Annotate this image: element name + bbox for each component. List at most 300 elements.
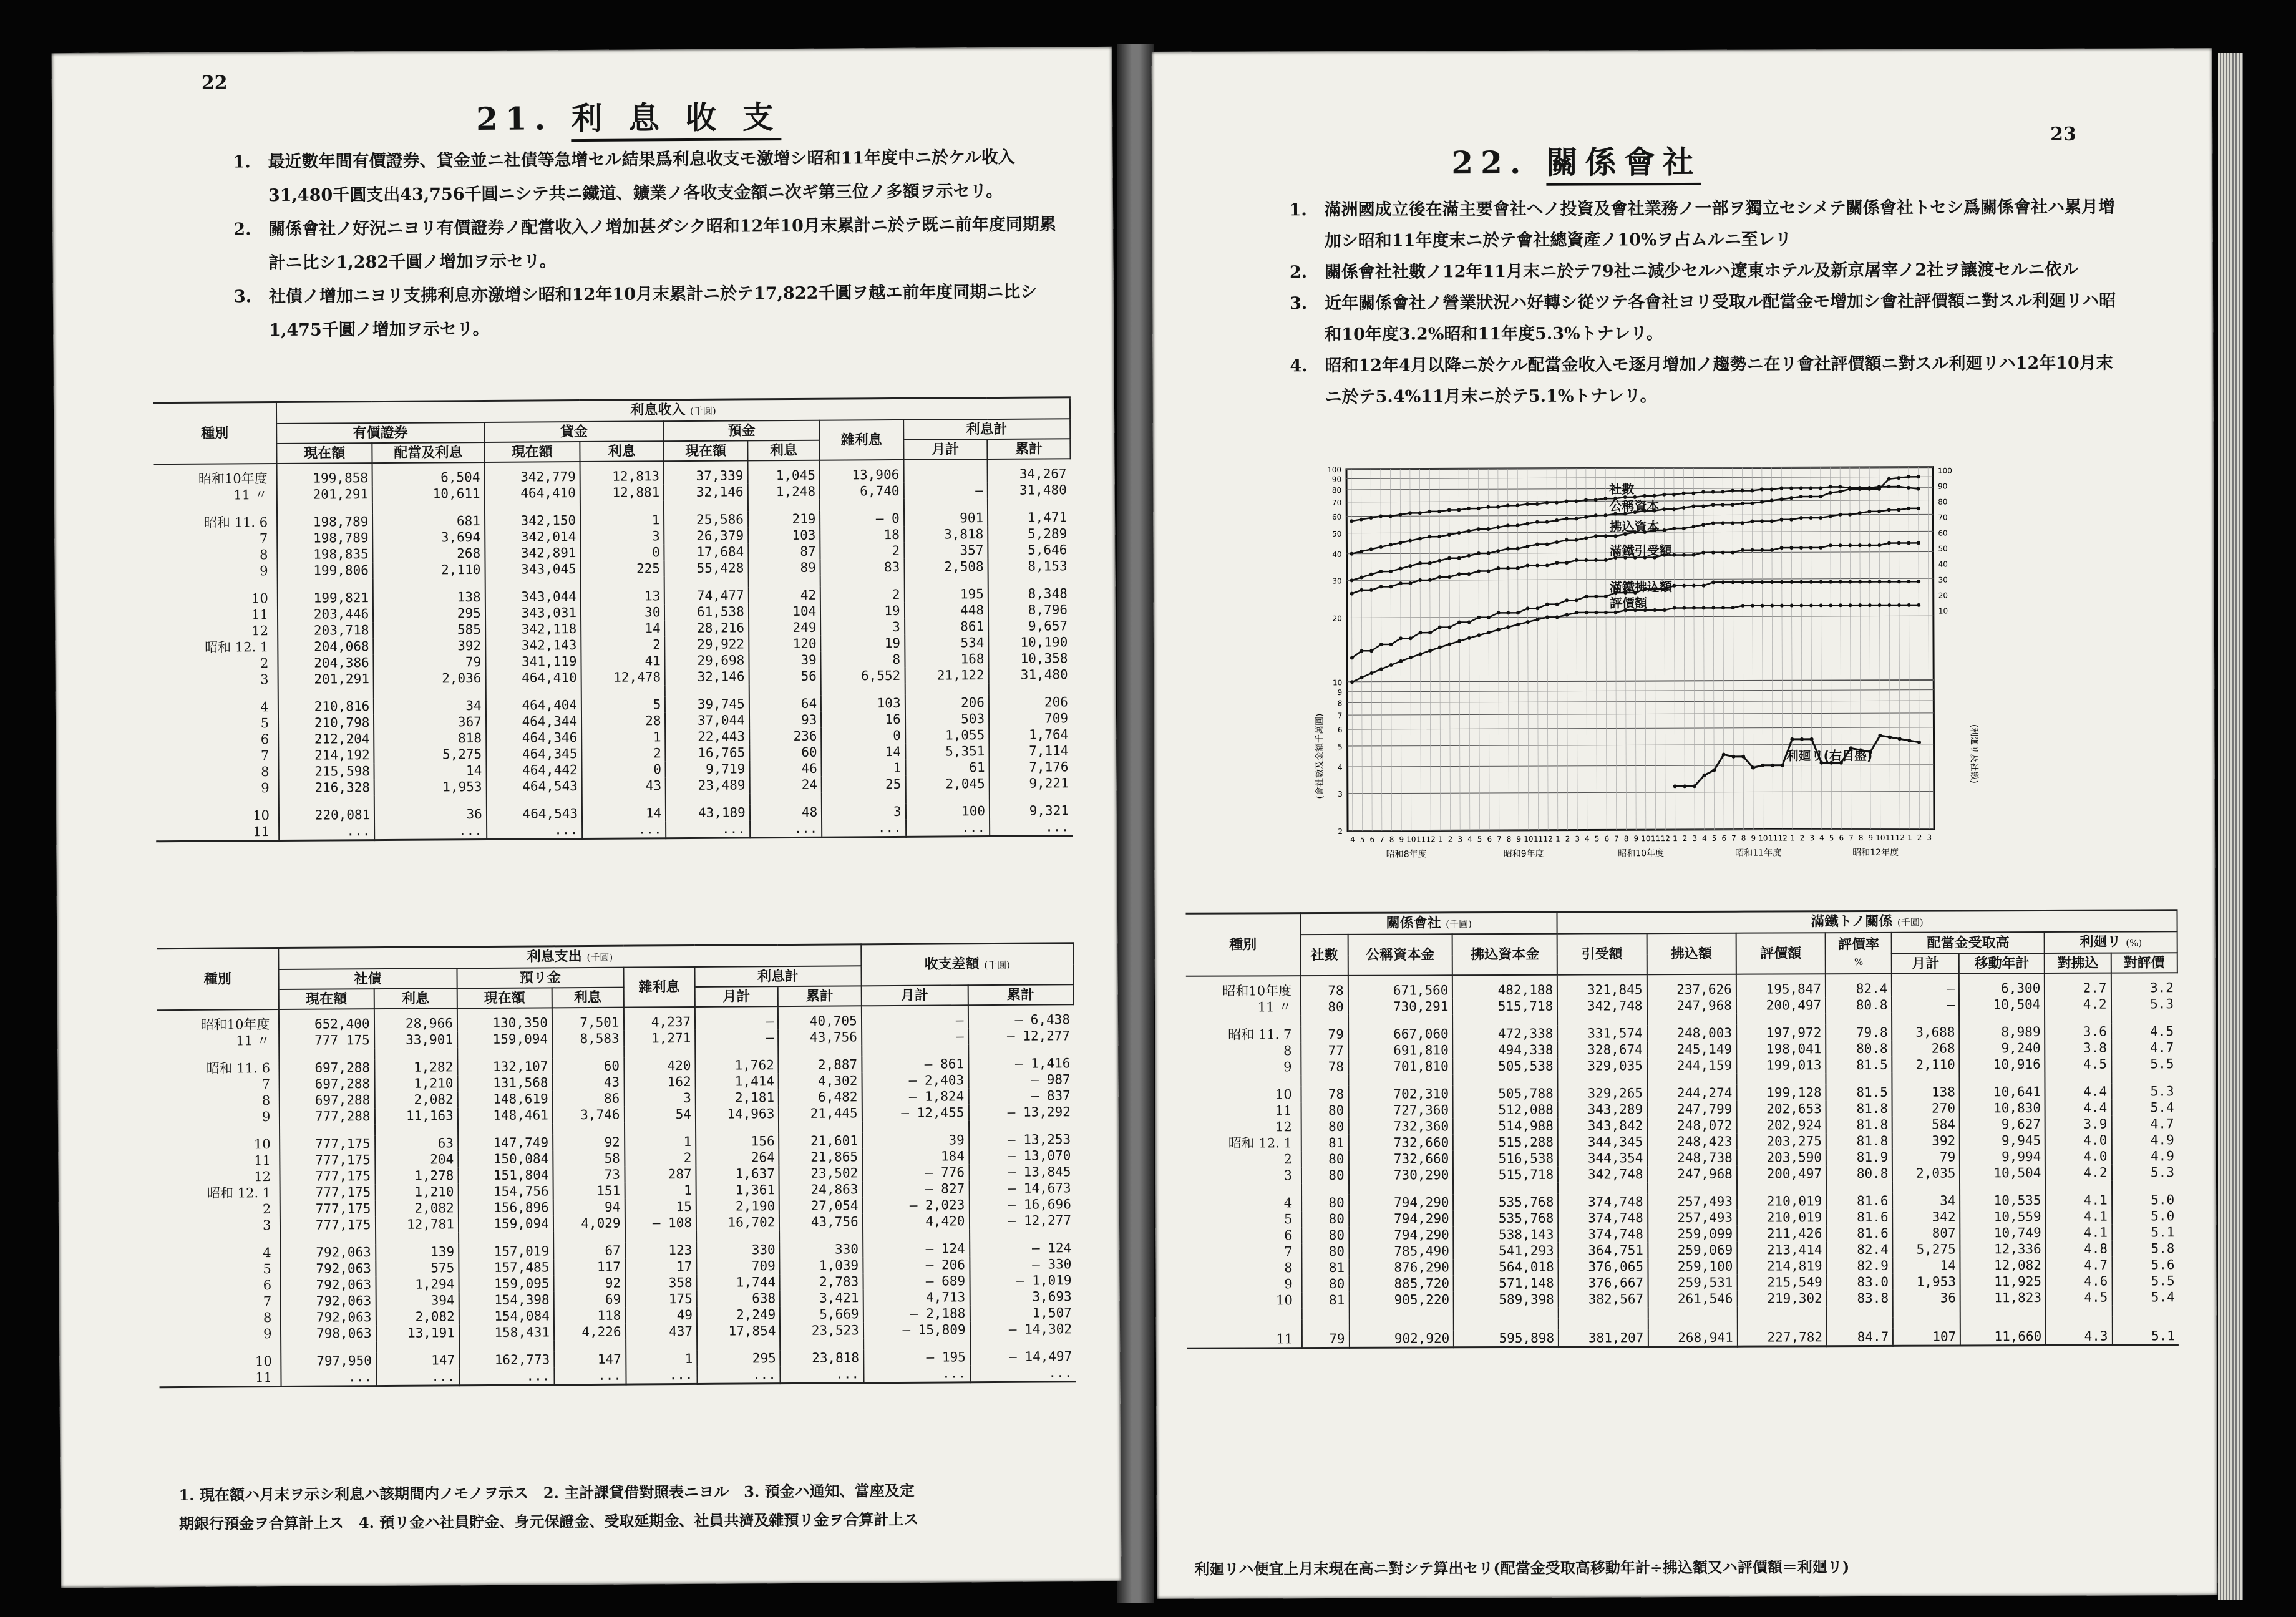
section-number: 22. [1451,143,1529,182]
series-point [1535,606,1539,610]
footnote-line: 期銀行預金ヲ合算計上ス 4. 預リ金ハ社員貯金、身元保證金、受取延期金、社員共濟及雜預リ金ヲ合算計上ス [178,1510,919,1533]
series-point [1682,584,1686,588]
table-cell: 329,265 [1558,1085,1647,1102]
table-cell: 29,698 [665,652,749,669]
table-cell: 8 [821,651,905,668]
series-point [1350,519,1353,523]
table-cell: 8,153 [988,558,1071,575]
series-point [1477,551,1481,555]
table-cell: 16,765 [666,744,750,761]
series-point [1418,561,1422,565]
series-point [1731,755,1735,759]
x-tick-label: 4 [1585,834,1590,843]
series-point [1603,513,1607,517]
table-cell: — 13,292 [968,1104,1074,1120]
table-cell: 5.6 [2112,1256,2178,1273]
table-cell: 8,989 [1959,1024,2045,1040]
series-point [1770,604,1774,608]
series-point [1506,611,1510,614]
footnotes [178,1475,1090,1538]
table-cell: 219,302 [1737,1290,1826,1307]
series-point [1907,580,1910,583]
table-cell: 792,063 [281,1244,376,1261]
table-cell: 202,924 [1736,1117,1826,1134]
table-cell: 80 [1301,1227,1349,1243]
series-point [1877,580,1881,583]
table-cell [666,793,749,805]
table-cell: 264 [696,1149,779,1166]
col-header: 月計 [695,986,779,1007]
series-point [1457,556,1461,560]
table-cell: 505,538 [1453,1058,1558,1075]
y-tick-label: 7 [1337,711,1343,721]
series-point [1779,487,1783,490]
table-cell: 103 [748,527,820,544]
corner-header: 種別 [157,948,279,1011]
series-point [1350,680,1354,684]
group-header: 利息支出 (千圓) [279,944,861,969]
table-cell: 10,916 [1960,1056,2045,1072]
series-point [1712,769,1716,772]
right-tick-label: 60 [1938,528,1948,538]
x-tick-label: 6 [1721,833,1727,843]
table-cell: 37,339 [664,460,748,484]
table-cell [1302,1319,1350,1331]
table-cell: 357 [904,542,988,559]
table-cell: 147 [554,1351,626,1368]
series-point [1907,507,1910,510]
series-point [1751,580,1754,584]
table-cell: — 861 [862,1056,968,1072]
table-cell: 392 [1892,1132,1960,1148]
table-cell: 374,748 [1558,1210,1647,1226]
series-point [1770,519,1774,523]
table-cell: 74,477 [664,587,749,604]
series-point [1917,580,1920,583]
table-cell: 6,482 [779,1089,862,1105]
vertical-gridline [1517,469,1519,830]
series-point [1398,513,1402,517]
series-point [1799,516,1803,520]
series-point [1877,543,1881,547]
table-cell: 11,163 [374,1107,457,1124]
table-cell [748,576,820,588]
table-cell: 4.7 [2111,1115,2177,1132]
series-point [1369,588,1373,592]
table-cell: 8,796 [988,601,1071,618]
table-cell [2112,1180,2178,1192]
row-label [1187,1308,1302,1320]
table-cell: 464,410 [485,669,581,686]
series-point [1350,592,1354,596]
table-cell: 210,019 [1737,1209,1826,1226]
table-cell [2045,1072,2111,1084]
series-point [1428,631,1432,634]
table-cell: 156,896 [459,1199,553,1216]
table-cell: 1,507 [970,1304,1076,1321]
table-cell: — 195 [863,1349,970,1366]
series-point [1428,510,1431,513]
y-tick-label: 2 [1338,827,1343,836]
table-cell: 792,063 [281,1276,376,1293]
row-label: 昭和 11. 6 [203,515,268,530]
table-row [1187,1289,2179,1309]
table-cell [1349,1319,1454,1331]
series-point [1789,496,1793,500]
table-cell: 515,288 [1453,1134,1558,1151]
series-point [1496,505,1500,509]
row-label: 昭和10年度 [1222,983,1292,999]
table-cell: 195 [904,586,988,603]
table-cell: 81.6 [1826,1209,1892,1225]
table-cell: 785,490 [1349,1243,1454,1260]
table-cell: 691,810 [1348,1042,1453,1059]
series-point [1369,516,1373,520]
table-cell: 138 [1892,1084,1960,1100]
page-number: 23 [2050,123,2076,145]
table-cell: 199,013 [1736,1057,1826,1074]
series-point [1887,477,1891,481]
series-point [1418,511,1422,515]
balance-header: 收支差額 (千圓) [861,943,1074,986]
table-cell [905,792,989,804]
table-cell: — 837 [968,1087,1074,1104]
table-cell: 4.8 [2046,1241,2112,1257]
col-group-header: 雜利息 [623,967,695,1008]
table-cell: 9,627 [1960,1116,2045,1132]
table-cell: 79.8 [1826,1024,1892,1041]
table-cell: 2 [820,586,905,603]
y-tick-label: 10 [1332,678,1343,687]
x-year-label: 昭和8年度 [1386,849,1427,860]
series-point [1379,585,1383,588]
table-cell [2046,1306,2112,1317]
series-point [1779,518,1783,522]
right-tick-label: 40 [1938,560,1948,569]
x-tick-label: 9 [1633,834,1639,843]
table-cell: 7,501 [552,1008,624,1031]
series-point [1800,737,1804,741]
table-cell: 10,749 [1960,1225,2046,1241]
table-cell: — 124 [863,1240,970,1257]
row-label: 8 [259,547,268,563]
series-point [1799,546,1803,550]
table-cell: 24 [749,777,822,794]
table-cell: 515,718 [1452,998,1557,1015]
table-cell: 199,128 [1736,1084,1826,1101]
table-cell: 118 [554,1308,626,1324]
group-header: 關係會社 (千圓) [1301,912,1557,935]
table-cell: 123 [625,1242,697,1259]
table-cell: 5.3 [2111,996,2177,1012]
table-cell: 342,748 [1558,1166,1647,1183]
series-point [1604,611,1608,614]
table-cell: 30 [581,604,665,621]
col-group-header: 配當金受取高 [1892,932,2045,954]
series-point [1555,561,1559,565]
row-label: 9 [261,1109,271,1125]
y-tick-label: 90 [1331,475,1342,484]
gridline [1348,791,1934,793]
table-cell [374,686,486,698]
series-point [1691,525,1695,528]
table-cell: 364,751 [1559,1242,1648,1259]
table-cell [1892,1072,1960,1084]
table-cell: 376,667 [1559,1275,1648,1291]
table-cell: 203,446 [278,606,373,623]
x-tick-label: 12 [1895,833,1905,842]
series-point [1819,495,1822,498]
series-point [1867,510,1871,513]
row-label: 7 [1284,1244,1293,1260]
table-cell: 10,504 [1960,1165,2045,1181]
vertical-gridline [1693,468,1695,830]
table-cell: 777 175 [280,1032,374,1049]
table-cell: 4.1 [2045,1192,2111,1208]
table-cell [2112,1305,2178,1316]
row-label: 4 [1283,1195,1293,1211]
table-cell: 43,756 [779,1213,862,1230]
series-point [1799,580,1803,584]
table-cell: 0 [580,544,664,561]
table-cell: 331,574 [1557,1025,1647,1042]
vertical-gridline [1596,468,1597,830]
table-cell: 132,107 [457,1058,552,1075]
table-cell: 1 [626,1351,698,1367]
series-point [1917,475,1920,478]
table-cell: 21,601 [779,1132,862,1149]
table-cell: 158,431 [459,1324,554,1341]
x-tick-label: 5 [1360,835,1365,844]
x-tick-label: 8 [1623,834,1629,843]
table-cell: 28,216 [665,619,749,636]
table-cell: 702,310 [1348,1085,1453,1102]
table-cell: 2,082 [374,1091,457,1108]
series-point [1662,493,1666,497]
table-cell: 2,082 [376,1308,459,1325]
row-label: 7 [263,1294,272,1309]
series-point [1809,546,1813,550]
table-cell: 901 [904,510,988,527]
table-cell: 341,119 [485,653,581,670]
table-cell: 100 [906,803,990,820]
table-cell: 3 [820,619,905,636]
table-cell: 1,294 [376,1276,459,1293]
table-cell [554,1340,626,1352]
series-point [1673,784,1677,788]
corner-header: 種別 [153,402,277,465]
table-cell: 1,282 [374,1059,457,1076]
series-label: 社數 [1609,481,1635,497]
table-cell: ... [281,1369,376,1386]
vertical-gridline [1439,469,1441,830]
col-header: 社數 [1301,935,1348,976]
series-point [1389,570,1393,573]
series-point [1701,504,1705,508]
table-cell [696,1230,779,1242]
series-point [1721,551,1725,555]
table-cell [2111,1012,2177,1023]
table-cell [1827,1306,1893,1318]
series-point [1594,595,1598,598]
table-cell: 138 [373,589,485,606]
table-cell: 367 [374,714,486,731]
series-point [1535,618,1539,621]
vertical-gridline [1889,467,1890,829]
table-cell: ... [279,823,374,840]
table-cell: 732,660 [1348,1134,1453,1151]
table-cell: — 2,403 [862,1072,968,1089]
table-cell: 3.9 [2045,1116,2111,1132]
section-heading: 關係會社 [1547,143,1701,186]
table-cell: 3,818 [904,526,988,543]
y-tick-label: 9 [1337,687,1343,697]
table-cell: 535,768 [1454,1194,1559,1211]
table-cell: 5.4 [2112,1289,2178,1305]
table-cell [280,1124,374,1136]
x-year-label: 昭和12年度 [1852,847,1899,858]
series-point [1867,487,1871,491]
row-label [1186,1075,1301,1087]
table-cell: — 689 [863,1273,970,1289]
table-cell: 5.1 [2112,1224,2178,1240]
series-point [1379,667,1383,671]
table-cell: 210,798 [278,714,374,731]
series-point [1799,495,1803,498]
row-label: 8 [1284,1260,1293,1276]
x-tick-label: 3 [1927,833,1932,842]
col-group-header: 雜利息 [819,420,903,460]
series-point [1838,513,1842,517]
series-point [1516,547,1520,551]
paragraph: 2. 關係會社社數ノ12年11月末ニ於テ79社ニ減少セルハ遼東ホテル及新京屠宰ノ2社ヲ讓渡セルニ依ル [1289,260,2079,283]
x-tick-label: 7 [1731,833,1736,843]
table-cell: 709 [989,710,1072,727]
series-point [1447,533,1451,537]
table-cell: 46 [749,760,822,777]
series-point [1780,546,1784,550]
series-point [1897,476,1900,480]
series-point [1437,535,1441,538]
table-cell: 512,088 [1453,1102,1558,1119]
row-label: 11 〃 [1257,999,1292,1015]
paragraph: 1. 最近數年間有價證券、貸金並ニ社債等急增セル結果爲利息收支モ激增シ昭和11年度中ニ於ケル收入31,480千圓支出43,756千圓ニシテ共ニ鐵道、鑛業ノ各收支金額ニ次ギ第三位ノ多額ヲ示セリ。 [233,147,1015,206]
x-year-label: 昭和11年度 [1735,848,1782,858]
x-tick-label: 6 [1369,835,1375,844]
row-label [157,1049,280,1061]
table-cell: 82.4 [1826,974,1892,997]
table-cell: 120 [749,636,821,653]
row-label: 9 [263,1326,272,1342]
series-point [1545,563,1549,567]
table-cell: 43 [552,1074,624,1091]
table-cell: 60 [552,1058,624,1075]
series-point [1526,620,1530,624]
table-cell: ... [781,1366,863,1383]
table-cell: 9,240 [1960,1040,2045,1056]
series-point [1515,523,1519,527]
series-point [1692,553,1696,557]
table-cell: 2,110 [1892,1056,1960,1072]
table-cell: 9,221 [990,775,1073,792]
row-label: 7 [261,1077,271,1092]
table-cell: 64 [749,696,822,712]
table-cell: 19 [820,603,905,619]
vertical-gridline [1801,467,1802,829]
series-point [1898,737,1902,741]
series-point [1389,663,1393,667]
row-label: 5 [260,716,270,731]
table-cell: 671,560 [1348,975,1453,999]
series-point [1770,498,1774,502]
table-cell [820,499,903,511]
table-cell: 81.9 [1826,1149,1892,1165]
series-point [1467,636,1471,640]
series-point [1809,486,1812,490]
series-point [1525,522,1529,526]
series-point [1897,508,1900,512]
table-cell: 3.8 [2045,1040,2111,1056]
series-point [1526,606,1530,610]
table-cell: 777,175 [280,1200,375,1217]
table-cell: — 13,070 [969,1147,1075,1164]
col-group-header: 利廻リ (%) [2045,931,2177,953]
x-tick-label: 11 [1885,833,1895,842]
series-point [1770,580,1774,584]
table-cell: 148,619 [458,1090,553,1107]
row-label: 2 [1283,1152,1293,1167]
table-cell: 81.8 [1826,1133,1892,1149]
col-header: 利息 [580,441,664,462]
table-cell: 2,045 [905,775,990,792]
series-point [1447,626,1451,629]
table-cell: — 14,302 [970,1321,1076,1338]
table-cell: 328,674 [1557,1041,1647,1058]
vertical-gridline [1420,469,1421,830]
table-cell [1301,1183,1349,1195]
series-point [1477,616,1481,619]
table-cell: 31,480 [988,482,1071,498]
series-point [1829,491,1832,495]
table-cell: 503 [905,711,990,727]
table-cell: ... [906,819,990,837]
y-tick-label: 5 [1337,742,1343,752]
table-cell [1893,1306,1960,1317]
table-cell [1893,1317,1960,1328]
series-point [1575,538,1578,542]
table-cell: 4.7 [2111,1039,2177,1056]
table-cell: 247,968 [1647,998,1736,1014]
table-cell: 392 [374,638,486,654]
col-header: 現在額 [276,443,372,464]
table-cell: 709 [696,1258,779,1275]
series-point [1810,737,1814,741]
series-point [1731,551,1734,555]
table-row [1187,1164,2178,1184]
series-point [1428,649,1432,653]
series-point [1438,646,1442,649]
table-cell: 34 [1892,1192,1960,1208]
row-label [156,796,279,808]
table-cell [1737,1182,1826,1193]
series-point [1741,580,1744,584]
series-point [1545,603,1549,606]
series-point [1693,784,1696,788]
table-cell: 5,289 [988,525,1071,542]
table-cell: 777,175 [280,1152,375,1168]
series-point [1555,615,1559,619]
table-cell: ... [582,821,666,838]
